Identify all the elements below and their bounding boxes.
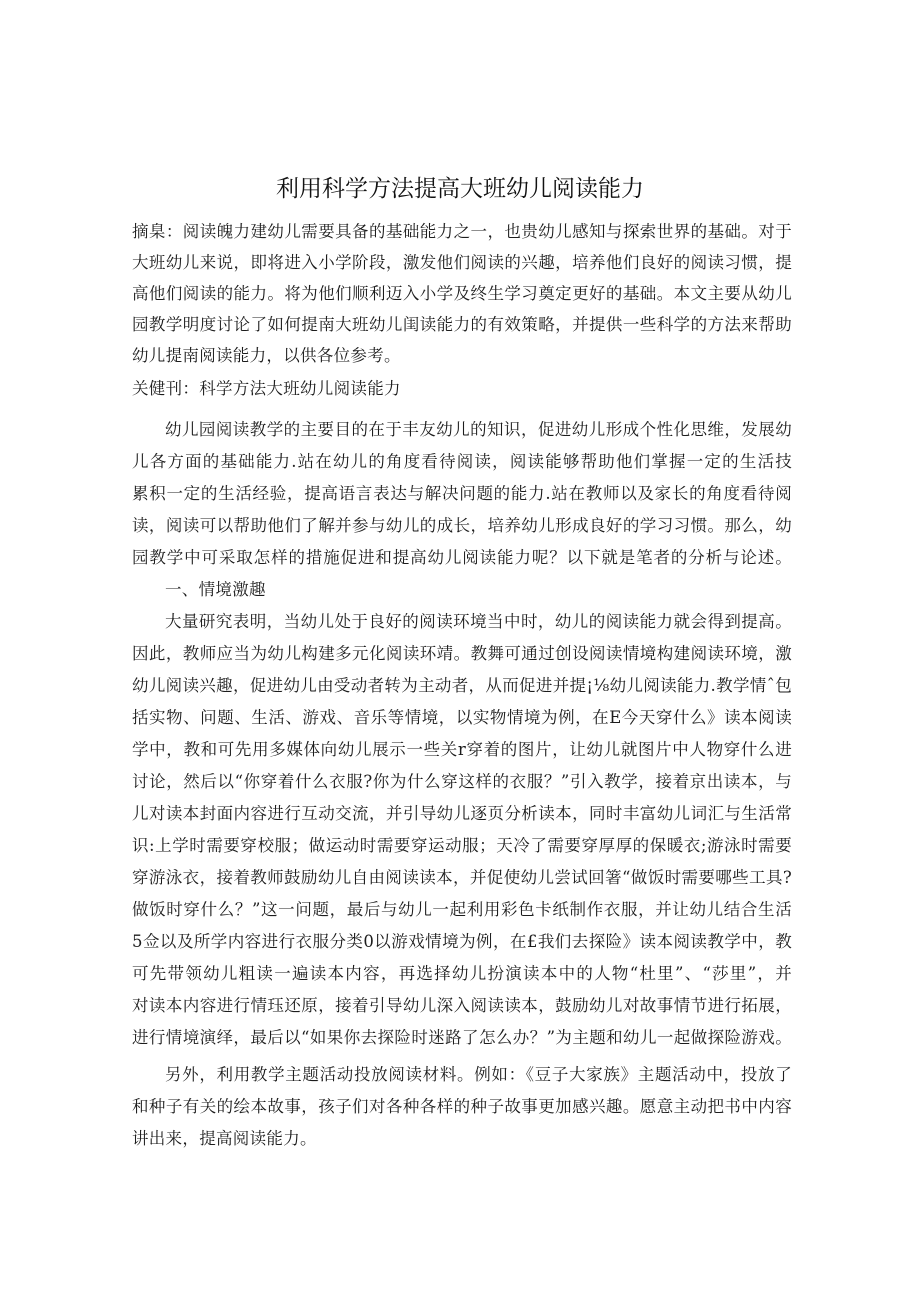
section-line: 做饭时穿什么？”这一问题，最后与幼儿一起利用彩色卡纸制作衣服，并让幼儿结合生活 <box>132 900 792 919</box>
section-line: 识:上学时需要穿校服；做运动时需要穿运动服；天冷了需要穿厚厚的保暖衣;游泳时需要 <box>132 836 792 855</box>
intro-line: 园教学中可采取怎样的措施促进和提高幼儿阅读能力呢？以下就是笔者的分析与论述。 <box>132 548 792 567</box>
abstract-line: 摘臬：阅读魄力建幼儿需要具备的基础能力之一，也贵幼儿感知与探索世界的基础。对于 <box>132 222 792 241</box>
section-heading: 一、情境激趣 <box>165 580 266 599</box>
section-line: 大量研究表明，当幼儿处于良好的阅读环境当中时，幼儿的阅读能力就会得到提高。 <box>165 612 792 631</box>
section-line: 学中，教和可先用多媒体向幼儿展示一些关r穿着的图片，让幼儿就图片中人物穿什么进 <box>132 740 792 759</box>
keywords-line: 关健刊：科学方法大班幼儿阅读能力 <box>132 379 401 398</box>
section-line: 讨论，然后以“你穿着什么衣服?你为什么穿这样的衣服？”引入教学，接着京出读本，与 <box>132 772 792 791</box>
section-line: 因此，教师应当为幼儿构建多元化阅读环靖。教舞可通过创设阅读情境构建阅读环境，激 <box>132 644 792 663</box>
section-line: 可先带领幼儿粗读一遍读本内容，再选择幼儿扮演读本中的人物“杜里”、“莎里”，并 <box>132 964 792 983</box>
abstract-line: 幼儿提南阅读能力，以供各位参考。 <box>132 346 401 365</box>
section-line: 括实物、问题、生活、游戏、音乐等情境，以实物情境为例，在E今天穿什么》读本阅读 <box>132 708 792 727</box>
document-title: 利用科学方法提高大班幼儿阅读能力 <box>276 176 644 202</box>
closing-line: 和种子有关的绘本故事，孩子们对各种各样的种子故事更加感兴趣。愿意主动把书中内容 <box>132 1097 792 1116</box>
section-line: 进行情境演绎，最后以“如果你去探险时迷路了怎么办？”为主题和幼儿一起做探险游戏。 <box>132 1028 792 1047</box>
section-line: 5佥以及所学内容进行衣服分类0以游戏情境为例，在£我们去探险》读本阅读教学中，教 <box>132 932 792 951</box>
abstract-line: 高他们阅读的能力。将为他们顺利迈入小学及终生学习奠定更好的基础。本文主要从幼儿 <box>132 284 792 303</box>
section-line: 对读本内容进行情珏还原，接着引导幼儿深入阅读读本，鼓励幼儿对故事情节进行拓展， <box>132 996 792 1015</box>
intro-line: 累积一定的生活经验，提高语言表达与解决问题的能力.站在教师以及家长的角度看待阅 <box>132 484 792 503</box>
closing-line: 另外，利用教学主题活动投放阅读材料。例如：《豆子大家族》主题活动中，投放了 <box>165 1065 792 1084</box>
intro-line: 儿各方面的基础能力.站在幼儿的角度看待阅读，阅读能够帮助他们掌握一定的生活技 <box>132 452 792 471</box>
intro-line: 读，阅读可以帮助他们了解并参与幼儿的成长，培养幼儿形成良好的学习习惯。那么，幼 <box>132 516 792 535</box>
section-line: 儿对读本封面内容进行互动交流，并引导幼儿逐页分析读本，同时丰富幼儿词汇与生活常 <box>132 804 792 823</box>
closing-line: 讲出来，提高阅读能力。 <box>132 1129 317 1148</box>
abstract-line: 园教学明度讨论了如何提南大班幼儿闺读能力的有效策略，并提供一些科学的方法来帮助 <box>132 315 792 334</box>
intro-line: 幼儿园阅读教学的主要目的在于丰友幼儿的知识，促进幼儿形成个性化思维，发展幼 <box>165 420 792 439</box>
section-line: 幼儿阅读兴趣，促进幼儿由受动者转为主动者，从而促进并提¡⅛幼儿阅读能力.教学情ˆ包 <box>132 676 792 695</box>
section-line: 穿游泳衣，接着教师鼓励幼儿自由阅读读本，并促使幼儿尝试回箸“做饭时需要哪些工具? <box>132 868 792 887</box>
abstract-line: 大班幼儿来说，即将进入小学阶段，激发他们阅读的兴趣，培养他们良好的阅读习惯，提 <box>132 253 792 272</box>
